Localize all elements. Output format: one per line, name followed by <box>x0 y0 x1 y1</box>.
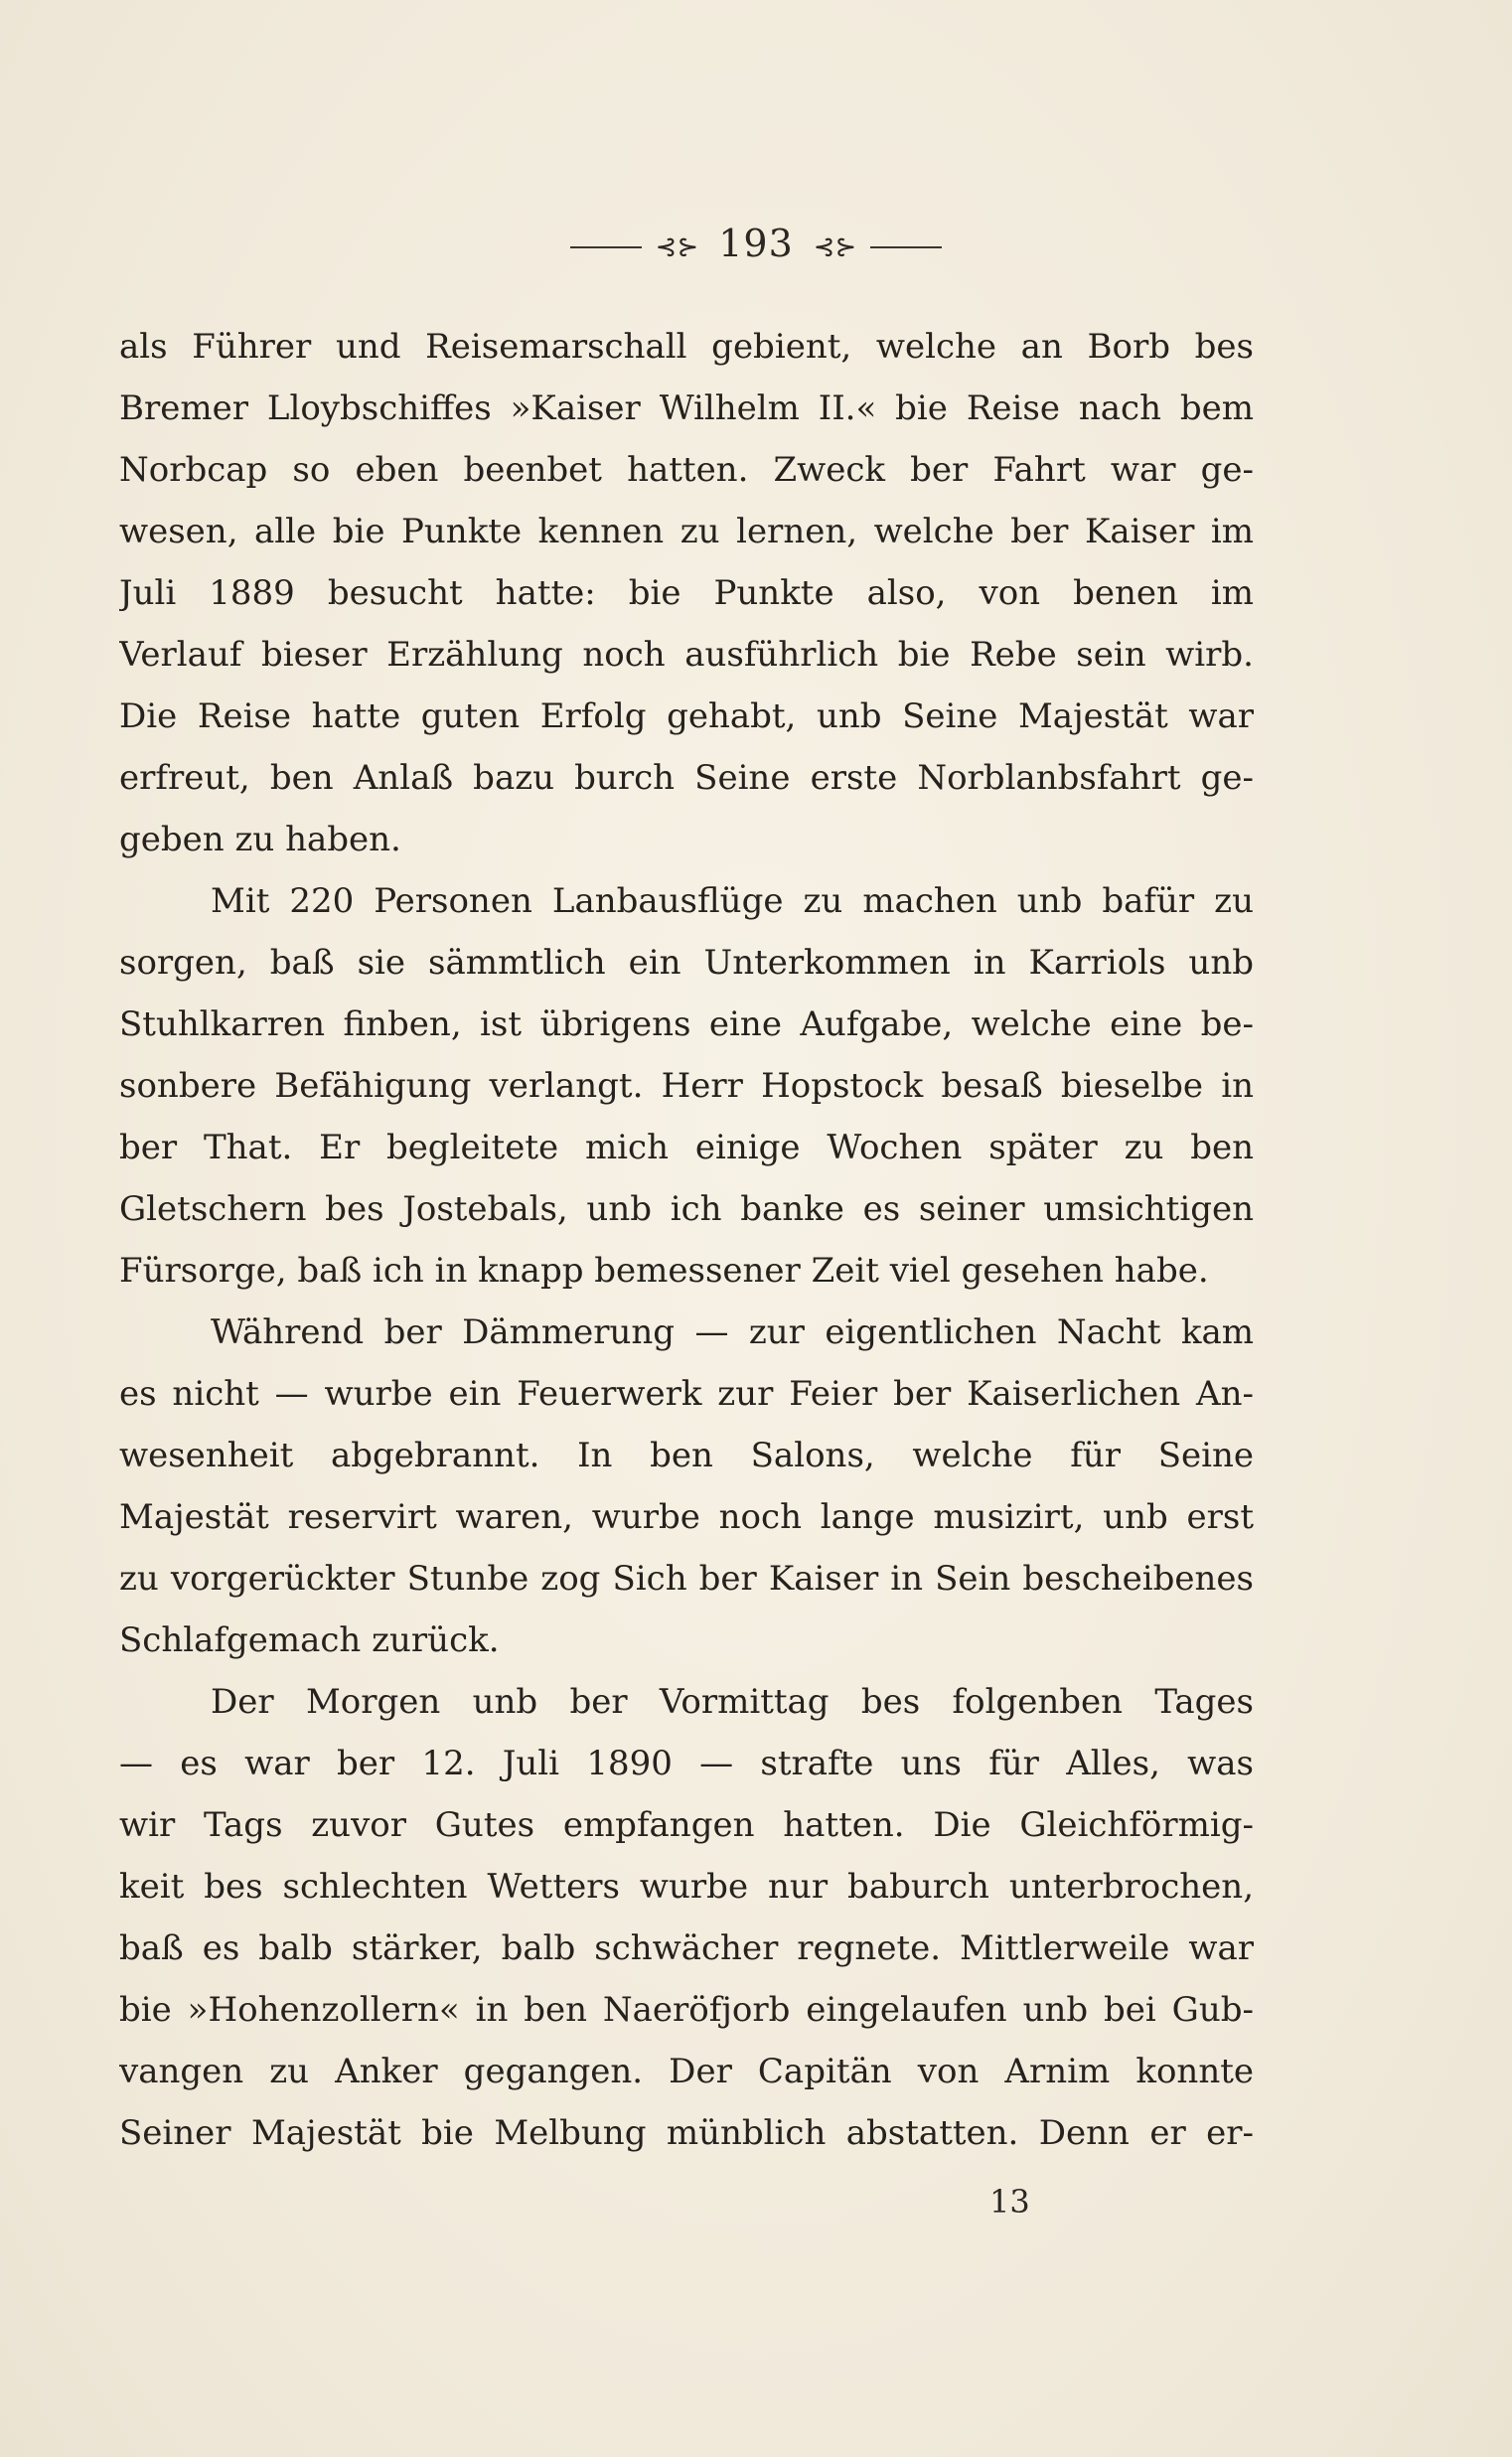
page-number: 193 <box>718 222 794 265</box>
text-line: Seiner Majestät bie Melbung münblich abstatten. Denn er er- <box>119 2113 1254 2153</box>
text-line: Die Reise hatte guten Erfolg gehabt, unb Seine Majestät war <box>119 696 1254 736</box>
text-line: baß es balb stärker, balb schwächer regnete. Mittlerweile war <box>119 1928 1254 1968</box>
text-line: Bremer Lloybschiffes »Kaiser Wilhelm II.« bie Reise nach bem <box>119 388 1254 428</box>
text-line: es nicht — wurbe ein Feuerwerk zur Feier ber Kaiserlichen An- <box>119 1374 1254 1414</box>
text-line: vangen zu Anker gegangen. Der Capitän von Arnim konnte <box>119 2052 1254 2091</box>
header-rule-left <box>570 246 642 248</box>
body-text <box>119 316 1254 2164</box>
text-line: — es war ber 12. Juli 1890 — strafte uns für Alles, was <box>119 1744 1254 1783</box>
text-line: Verlauf bieser Erzählung noch ausführlich bie Rebe sein wirb. <box>119 635 1254 675</box>
text-line: keit bes schlechten Wetters wurbe nur baburch unterbrochen, <box>119 1867 1254 1907</box>
text-line: Gletschern bes Jostebals, unb ich banke es seiner umsichtigen <box>119 1189 1254 1229</box>
text-line: Stuhlkarren finben, ist übrigens eine Aufgabe, welche eine be- <box>119 1004 1254 1044</box>
text-line: als Führer und Reisemarschall gebient, welche an Borb bes <box>119 327 1254 367</box>
text-line: ber That. Er begleitete mich einige Wochen später zu ben <box>119 1128 1254 1167</box>
text-line: geben zu haben. <box>119 820 401 859</box>
text-line: wesen, alle bie Punkte kennen zu lernen, welche ber Kaiser im <box>119 512 1254 551</box>
signature-mark: 13 <box>989 2183 1030 2221</box>
text-line: bie »Hohenzollern« in ben Naeröfjorb eingelaufen unb bei Gub- <box>119 1990 1254 2030</box>
text-line: zu vorgerückter Stunbe zog Sich ber Kaiser in Sein bescheibenes <box>119 1559 1254 1599</box>
text-line: Norbcap so eben beenbet hatten. Zweck ber Fahrt war ge- <box>119 450 1254 490</box>
text-line: sorgen, baß sie sämmtlich ein Unterkommen in Karriols unb <box>119 943 1254 983</box>
text-line: Schlafgemach zurück. <box>119 1620 500 1660</box>
text-line: Der Morgen unb ber Vormittag bes folgenben Tages <box>211 1682 1254 1722</box>
text-line: erfreut, ben Anlaß bazu burch Seine erste Norblanbsfahrt ge- <box>119 758 1254 798</box>
text-line: Juli 1889 besucht hatte: bie Punkte also, von benen im <box>119 573 1254 613</box>
text-line: wir Tags zuvor Gutes empfangen hatten. Die Gleichförmig- <box>119 1805 1254 1845</box>
ornament-right-icon: ⊰⊱ <box>813 231 857 262</box>
text-line: Majestät reservirt waren, wurbe noch lange musizirt, unb erst <box>119 1497 1254 1537</box>
text-line: Mit 220 Personen Lanbausflüge zu machen unb bafür zu <box>211 881 1254 921</box>
text-line: wesenheit abgebrannt. In ben Salons, welche für Seine <box>119 1436 1254 1475</box>
text-line: sonbere Befähigung verlangt. Herr Hopstock besaß bieselbe in <box>119 1066 1254 1106</box>
text-line: Fürsorge, baß ich in knapp bemessener Zeit viel gesehen habe. <box>119 1251 1209 1291</box>
ornament-left-icon: ⊰⊱ <box>655 231 699 262</box>
page-header <box>0 221 1512 270</box>
header-rule-right <box>870 246 942 248</box>
text-line: Während ber Dämmerung — zur eigentlichen Nacht kam <box>211 1312 1254 1352</box>
